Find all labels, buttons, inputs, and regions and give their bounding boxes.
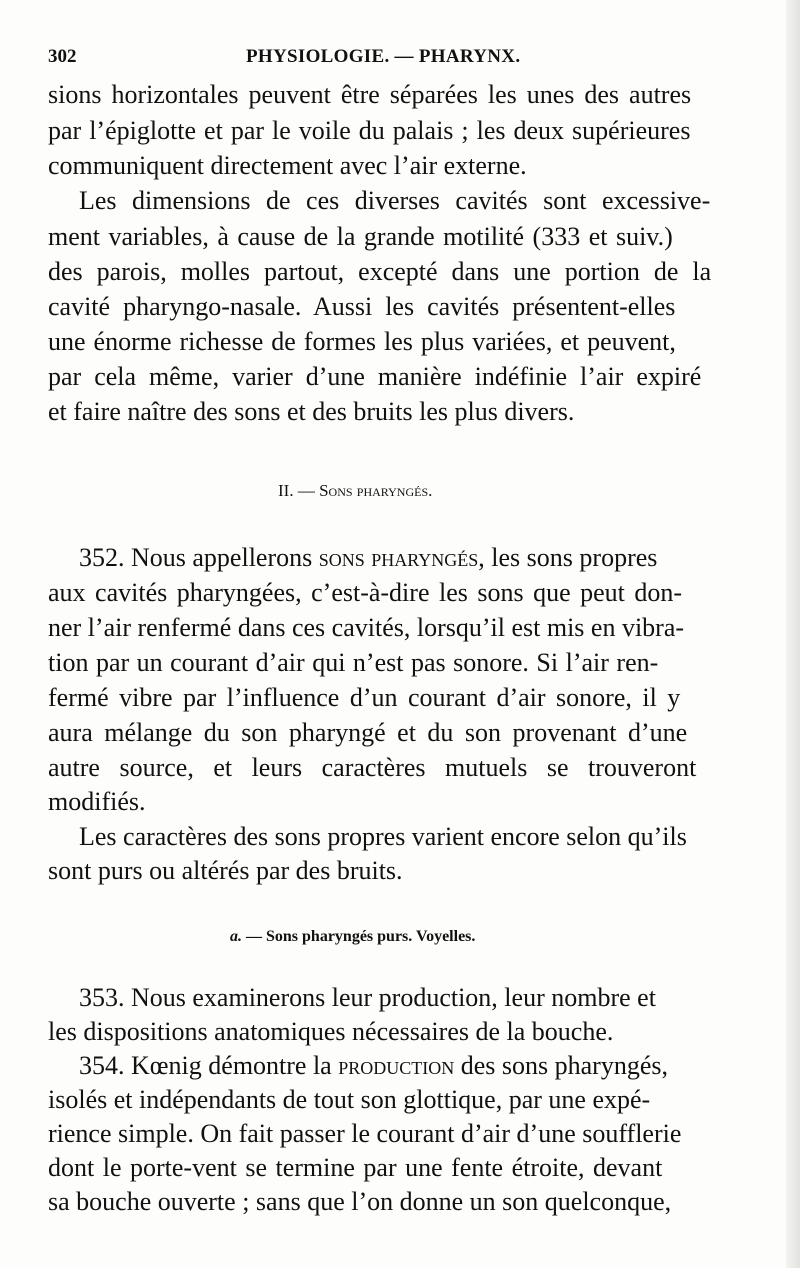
paragraph-number: 353. bbox=[79, 983, 125, 1012]
text-line: par cela même, varier d’une manière indéfinie l’air expiré bbox=[48, 362, 702, 391]
text-line: par l’épiglotte et par le voile du palais ; les deux supérieures bbox=[48, 116, 691, 145]
text-line: des parois, molles partout, excepté dans une portion de la bbox=[48, 257, 712, 286]
page-number: 302 bbox=[48, 46, 77, 67]
text-line: sions horizontales peuvent être séparées les unes des autres bbox=[48, 80, 692, 109]
text-line: dont le porte-vent se termine par une fente étroite, devant bbox=[48, 1153, 663, 1182]
paragraph-number: 352. bbox=[79, 543, 125, 572]
text-line: une énorme richesse de formes les plus variées, et peuvent, bbox=[48, 327, 676, 356]
text-line: ner l’air renfermé dans ces cavités, lorsqu’il est mis en vibra- bbox=[48, 613, 685, 642]
subsection-title: — Sons pharyngés purs. Voyelles. bbox=[242, 928, 476, 945]
text-line bbox=[79, 982, 656, 1014]
text-line: isolés et indépendants de tout son glottique, par une expé- bbox=[48, 1085, 651, 1114]
text-line: ment variables, à cause de la grande motilité (333 et suiv.) bbox=[48, 222, 673, 251]
text-line: fermé vibre par l’influence d’un courant d’air sonore, il y bbox=[48, 683, 681, 712]
subsection-letter: a. bbox=[230, 928, 242, 945]
section-heading: II. — Sons pharyngés. bbox=[278, 481, 433, 500]
text-line: autre source, et leurs caractères mutuels se trouveront bbox=[48, 753, 697, 782]
text-line: Les dimensions de ces diverses cavités sont excessive- bbox=[79, 186, 711, 215]
paragraph-number: 354. bbox=[79, 1051, 125, 1080]
text-fragment: Nous examinerons leur production, leur nombre et bbox=[124, 983, 656, 1012]
text-line: aux cavités pharyngées, c’est-à-dire les sons que peut don- bbox=[48, 578, 683, 607]
text-line: Les caractères des sons propres varient encore selon qu’ils bbox=[79, 822, 687, 851]
text-fragment: Nous appellerons bbox=[124, 543, 319, 572]
subsection-heading bbox=[230, 928, 475, 946]
text-line bbox=[79, 542, 657, 574]
text-fragment: , les sons propres bbox=[478, 543, 658, 572]
page-edge-shadow bbox=[786, 0, 800, 1268]
text-line: tion par un courant d’air qui n’est pas sonore. Si l’air ren- bbox=[48, 648, 659, 677]
text-line: sont purs ou altérés par des bruits. bbox=[48, 856, 403, 885]
text-line: les dispositions anatomiques nécessaires de la bouche. bbox=[48, 1017, 614, 1046]
text-line bbox=[79, 1050, 668, 1082]
page-header bbox=[48, 44, 734, 74]
emphasized-term: sons pharyngés bbox=[318, 543, 479, 572]
emphasized-term: production bbox=[338, 1051, 455, 1080]
text-line: cavité pharyngo-nasale. Aussi les cavités présentent-elles bbox=[48, 292, 676, 321]
text-line: et faire naître des sons et des bruits les plus divers. bbox=[48, 397, 575, 426]
text-line: sa bouche ouverte ; sans que l’on donne un son quelconque, bbox=[48, 1187, 672, 1216]
text-line: aura mélange du son pharyngé et du son provenant d’une bbox=[48, 718, 688, 747]
text-fragment: des sons pharyngés, bbox=[454, 1051, 669, 1080]
text-line: communiquent directement avec l’air externe. bbox=[48, 151, 527, 180]
text-fragment: Kœnig démontre la bbox=[124, 1051, 339, 1080]
text-line: modifiés. bbox=[48, 787, 146, 816]
text-line: rience simple. On fait passer le courant d’air d’une soufflerie bbox=[48, 1119, 682, 1148]
running-title: PHYSIOLOGIE. — PHARYNX. bbox=[246, 46, 521, 67]
